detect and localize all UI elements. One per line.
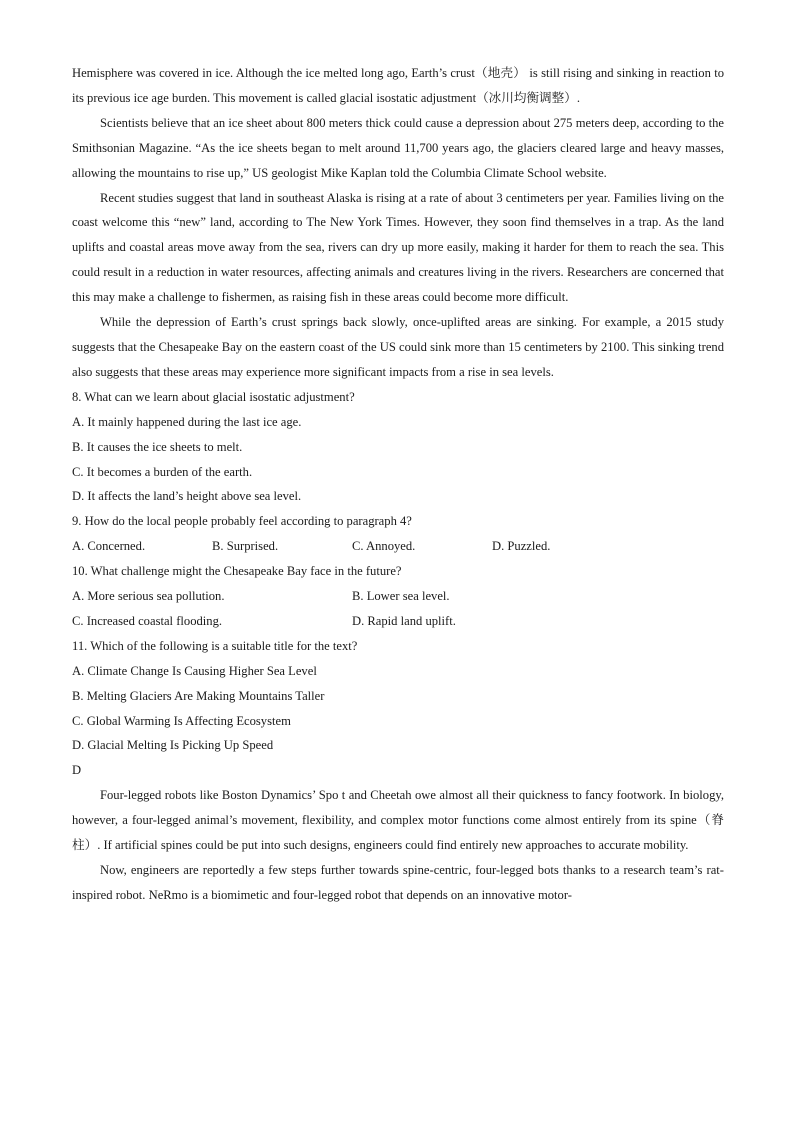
question-10-options-row-1 <box>72 584 724 609</box>
question-10-option-c: C. Increased coastal flooding. <box>72 613 223 628</box>
question-11 <box>72 634 724 759</box>
question-10 <box>72 559 724 634</box>
question-9-options <box>72 534 724 559</box>
question-9-option-c: C. Annoyed. <box>352 539 416 554</box>
question-11-option-a: A. Climate Change Is Causing Higher Sea Level <box>72 663 317 678</box>
passage-d-paragraph-1: Four-legged robots like Boston Dynamics’ Spo t and Cheetah owe almost all their quickness to fancy footwork. In biology, however, a four-legged animal’s movement, flexibility, and complex motor functions come almost entirely from its spine（脊柱）. If artificial spines could be put into such designs, engineers could find entirely new approaches to accurate mobility. <box>72 788 724 853</box>
passage-c-paragraph-1: Hemisphere was covered in ice. Although the ice melted long ago, Earth’s crust（地壳） is still rising and sinking in reaction to its previous ice age burden. This movement is called glacial isostatic adjustment（冰川均衡调整）. <box>72 66 724 105</box>
question-8-stem: 8. What can we learn about glacial isostatic adjustment? <box>72 389 355 404</box>
question-10-stem: 10. What challenge might the Chesapeake Bay face in the future? <box>72 564 402 579</box>
question-8-option-b: B. It causes the ice sheets to melt. <box>72 439 243 454</box>
question-9-option-d: D. Puzzled. <box>492 539 551 554</box>
question-10-option-a: A. More serious sea pollution. <box>72 589 225 604</box>
question-10-option-d: D. Rapid land uplift. <box>352 613 456 628</box>
passage-c-paragraph-3: Recent studies suggest that land in southeast Alaska is rising at a rate of about 3 centimeters per year. Families living on the coast welcome this “new” land, according to The New York Times. However, they soon find themselves in a trap. As the land uplifts and coastal areas move away from the sea, rivers can dry up more easily, making it harder for them to reach the sea. This could result in a reduction in water resources, affecting animals and creatures living in the rivers. Researchers are concerned that this may make a challenge to fishermen, as raising fish in these areas could become more difficult. <box>72 190 724 305</box>
question-11-option-c: C. Global Warming Is Affecting Ecosystem <box>72 713 291 728</box>
question-10-option-b: B. Lower sea level. <box>352 589 450 604</box>
question-9 <box>72 509 724 559</box>
passage-c-paragraph-2: Scientists believe that an ice sheet about 800 meters thick could cause a depression about 275 meters deep, according to the Smithsonian Magazine. “As the ice sheets began to melt around 11,700 years ago, the glaciers cleared large and heavy masses, allowing the mountains to rise up,” US geologist Mike Kaplan told the Columbia Climate School website. <box>72 115 724 180</box>
question-8-option-d: D. It affects the land’s height above sea level. <box>72 489 302 504</box>
passage-c-paragraph-4: While the depression of Earth’s crust springs back slowly, once-uplifted areas are sinking. For example, a 2015 study suggests that the Chesapeake Bay on the eastern coast of the US could sink more than 15 centimeters by 2100. This sinking trend also suggests that these areas may experience more significant impacts from a rise in sea levels. <box>72 315 724 379</box>
passage-d-paragraph-2: Now, engineers are reportedly a few steps further towards spine-centric, four-legged bots thanks to a research team’s rat-inspired robot. NeRmo is a biomimetic and four-legged robot that depends on an innovative motor- <box>72 863 724 902</box>
question-10-options-row-2 <box>72 609 724 634</box>
question-8-option-a: A. It mainly happened during the last ice age. <box>72 414 302 429</box>
section-heading-d: D <box>72 763 82 778</box>
document-page <box>72 61 724 908</box>
question-9-stem: 9. How do the local people probably feel according to paragraph 4? <box>72 514 412 529</box>
question-11-stem: 11. Which of the following is a suitable title for the text? <box>72 638 358 653</box>
question-11-option-b: B. Melting Glaciers Are Making Mountains Taller <box>72 688 325 703</box>
question-8-option-c: C. It becomes a burden of the earth. <box>72 464 253 479</box>
question-8 <box>72 385 724 510</box>
question-11-option-d: D. Glacial Melting Is Picking Up Speed <box>72 738 274 753</box>
question-9-option-b: B. Surprised. <box>212 539 279 554</box>
question-9-option-a: A. Concerned. <box>72 539 146 554</box>
